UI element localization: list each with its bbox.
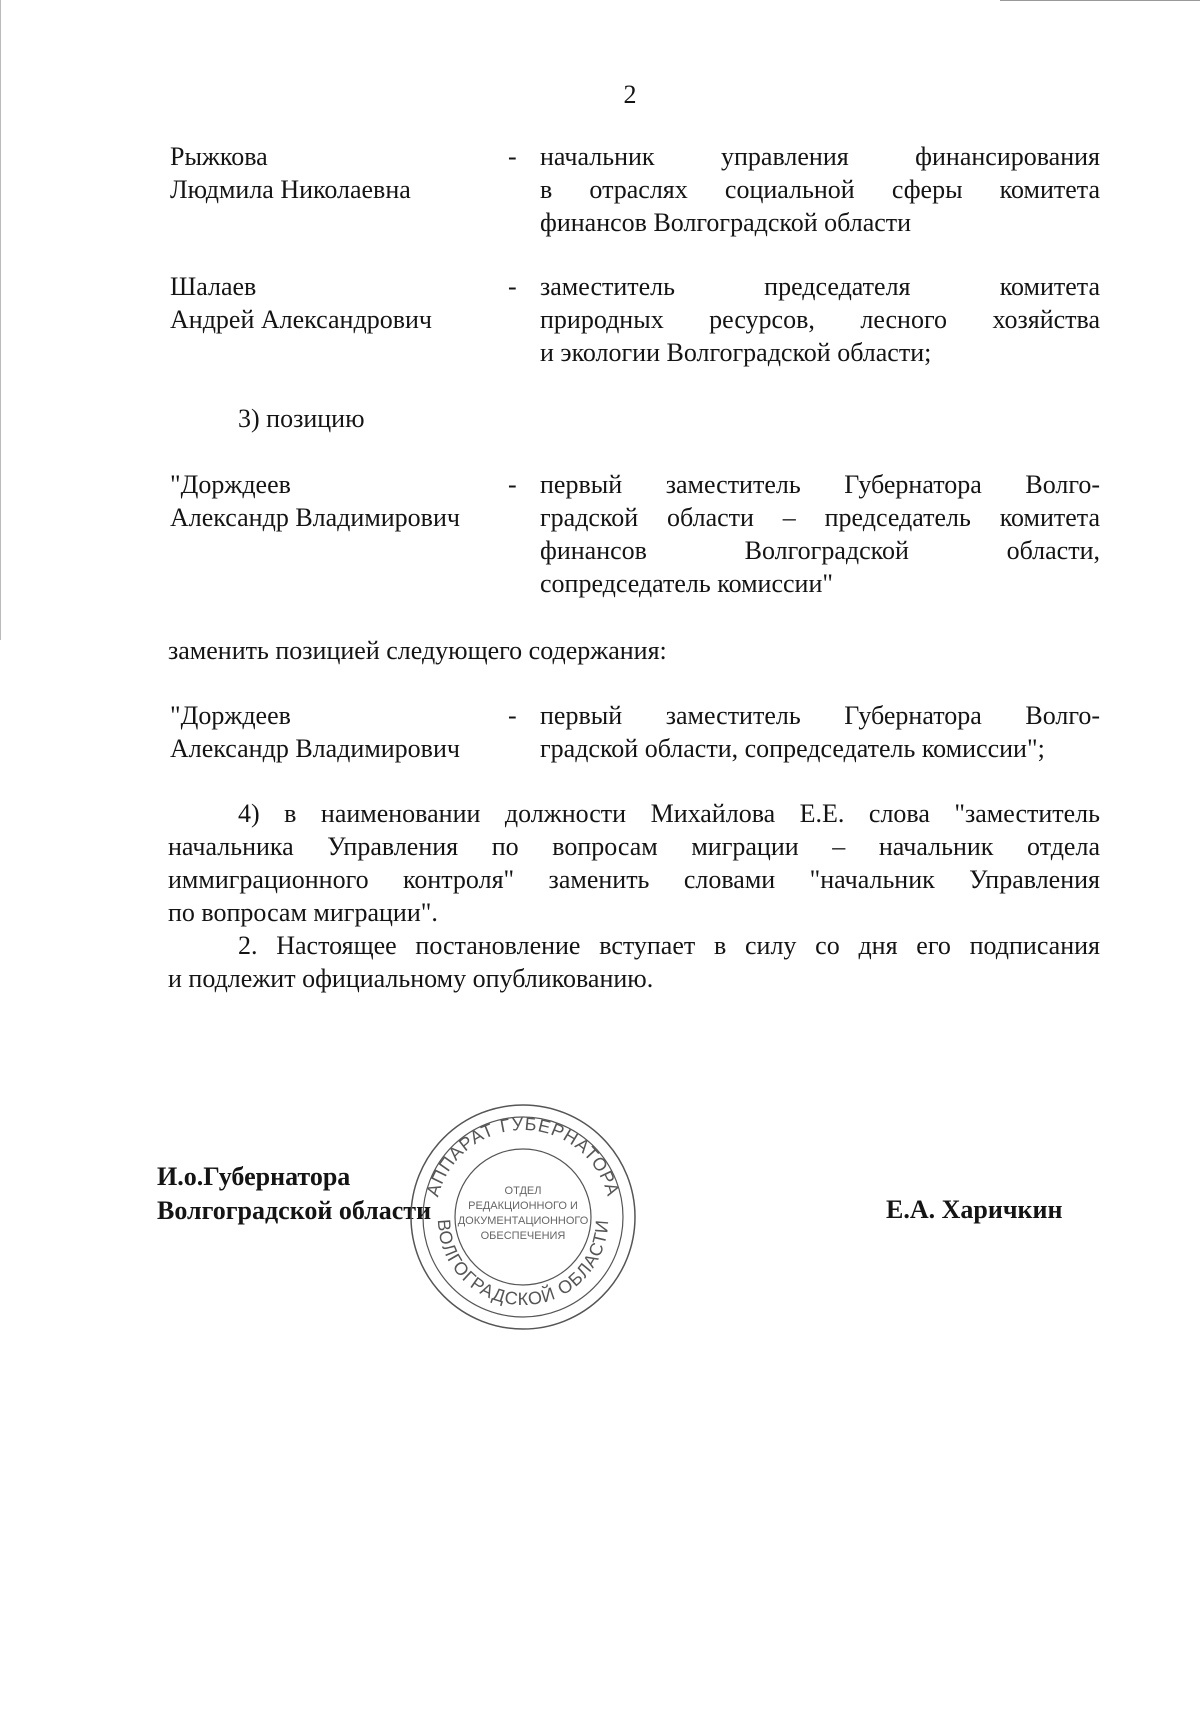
scan-edge-line [1000, 0, 1200, 1]
stamp-bottom-arc-text: ВОЛГОГРАДСКОЙ ОБЛАСТИ [433, 1218, 613, 1310]
signatory-title [157, 1160, 431, 1228]
member-given-names: Андрей Александрович [170, 305, 432, 334]
page-number: 2 [623, 80, 637, 109]
stamp-center-line: ОТДЕЛ [504, 1185, 542, 1197]
role-line: градской области, сопредседатель комиссии"; [540, 734, 1045, 763]
member-role [540, 140, 1100, 239]
member-role [540, 270, 1100, 369]
dash-separator: - [508, 470, 517, 499]
role-line: и экологии Волгоградской области; [540, 338, 932, 367]
dash-separator: - [508, 272, 517, 301]
role-line: финансов Волгоградской области, [540, 536, 1100, 565]
member-surname: Шалаев [170, 272, 257, 301]
paragraph-line: 4) в наименовании должности Михайлова Е.Е. слова "заместитель [238, 799, 1100, 828]
paragraph-line: иммиграционного контроля" заменить словами "начальник Управления [168, 865, 1100, 894]
role-line: заместитель председателя комитета [540, 272, 1100, 301]
member-surname: Рыжкова [170, 142, 268, 171]
paragraph-line: 2. Настоящее постановление вступает в силу со дня его подписания [238, 931, 1100, 960]
role-line: природных ресурсов, лесного хозяйства [540, 305, 1100, 334]
member-given-names: Людмила Николаевна [170, 175, 411, 204]
item-2-paragraph [168, 929, 1100, 995]
member-name [170, 270, 500, 336]
paragraph-line: и подлежит официальному опубликованию. [168, 964, 654, 993]
member-given-names: Александр Владимирович [170, 503, 460, 532]
member-given-names: Александр Владимирович [170, 734, 460, 763]
member-name [170, 468, 500, 534]
signatory-title-line: Волгоградской области [157, 1196, 432, 1225]
item-4-paragraph [168, 797, 1100, 929]
role-line: первый заместитель Губернатора Волго- [540, 470, 1100, 499]
item-3-heading [168, 402, 738, 435]
member-surname: "Дорждеев [170, 470, 291, 499]
member-surname: "Дорждеев [170, 701, 291, 730]
signatory-title-line: И.о.Губернатора [157, 1162, 351, 1191]
role-line: первый заместитель Губернатора Волго- [540, 701, 1100, 730]
replace-text: заменить позицией следующего содержания: [168, 636, 667, 665]
role-line: сопредседатель комиссии" [540, 569, 833, 598]
stamp-center-line: ОБЕСПЕЧЕНИЯ [480, 1230, 566, 1242]
stamp-center-line: ДОКУМЕНТАЦИОННОГО [457, 1215, 589, 1227]
dash-separator: - [508, 142, 517, 171]
role-line: в отраслях социальной сферы комитета [540, 175, 1100, 204]
member-role [540, 699, 1100, 765]
role-line: градской области – председатель комитета [540, 503, 1100, 532]
role-line: финансов Волгоградской области [540, 208, 912, 237]
member-role [540, 468, 1100, 600]
paragraph-line: по вопросам миграции". [168, 898, 438, 927]
replace-instruction [168, 634, 1100, 667]
paragraph-line: начальника Управления по вопросам миграции – начальник отдела [168, 832, 1100, 861]
stamp-top-arc-text: АППАРАТ ГУБЕРНАТОРА [422, 1113, 624, 1199]
member-name [170, 140, 500, 206]
signatory-name: Е.А. Харичкин [886, 1195, 1063, 1224]
dash-separator: - [508, 701, 517, 730]
member-name [170, 699, 500, 765]
stamp-center-line: РЕДАКЦИОННОГО И [468, 1200, 578, 1212]
official-stamp [408, 1102, 638, 1332]
role-line: начальник управления финансирования [540, 142, 1100, 171]
item-3-text: 3) позицию [238, 404, 365, 433]
